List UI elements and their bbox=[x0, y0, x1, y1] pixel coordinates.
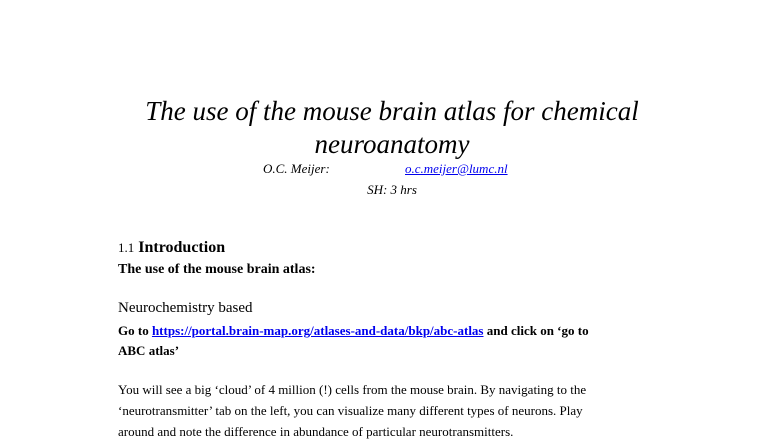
instruction-text bbox=[118, 321, 678, 361]
body-paragraph bbox=[118, 379, 668, 441]
section-number: 1.1 bbox=[118, 240, 135, 255]
author-name: O.C. Meijer: bbox=[263, 161, 330, 176]
paragraph-line: around and note the difference in abundance of particular neurotransmitters. bbox=[118, 424, 514, 439]
abc-atlas-link[interactable]: https://portal.brain-map.org/atlases-and-data/bkp/abc-atlas bbox=[151, 323, 484, 338]
section-heading bbox=[118, 238, 225, 258]
author-line bbox=[0, 161, 784, 179]
section-subtitle: The use of the mouse brain atlas: bbox=[118, 262, 316, 277]
paragraph-line: You will see a big ‘cloud’ of 4 million (!) cells from the mouse brain. By navigating to the bbox=[118, 382, 587, 397]
instruction-prefix: Go to bbox=[118, 323, 152, 338]
instruction-suffix-2: ABC atlas’ bbox=[118, 343, 180, 358]
instruction-suffix-1: and click on ‘go to bbox=[483, 323, 589, 338]
paragraph-line: ‘neurotransmitter’ tab on the left, you can visualize many different types of neurons. Play bbox=[118, 403, 583, 418]
subsection-title: Neurochemistry based bbox=[118, 300, 253, 316]
document-title-line-2: neuroanatomy bbox=[314, 129, 470, 159]
study-hours: SH: 3 hrs bbox=[367, 182, 417, 197]
section-title: Introduction bbox=[138, 239, 226, 256]
document-title-line-1: The use of the mouse brain atlas for chemical bbox=[145, 96, 639, 126]
author-email-link[interactable]: o.c.meijer@lumc.nl bbox=[405, 161, 508, 176]
